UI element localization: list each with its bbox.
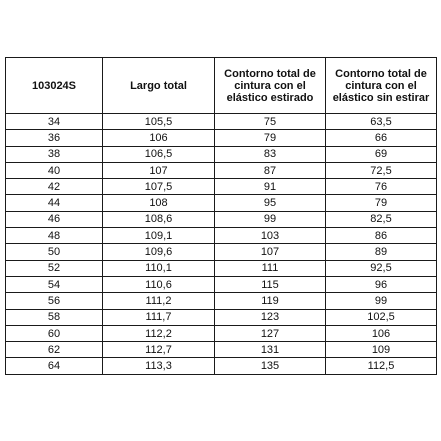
- table-row: [6, 195, 437, 211]
- cell-total-length: 105,5: [103, 114, 215, 130]
- size-table: [5, 57, 437, 375]
- cell-waist-unstretched: 102,5: [326, 309, 437, 325]
- cell-waist-stretched: 87: [215, 162, 326, 178]
- header-waist-stretched: Contorno total de cintura con el elástico estirado: [215, 58, 326, 114]
- cell-total-length: 111,7: [103, 309, 215, 325]
- cell-size: 64: [6, 358, 103, 374]
- cell-waist-unstretched: 89: [326, 244, 437, 260]
- cell-waist-stretched: 115: [215, 276, 326, 292]
- cell-total-length: 107,5: [103, 179, 215, 195]
- cell-waist-stretched: 83: [215, 146, 326, 162]
- cell-waist-unstretched: 99: [326, 293, 437, 309]
- cell-size: 36: [6, 130, 103, 146]
- header-waist-unstretched: Contorno total de cintura con el elástico sin estirar: [326, 58, 437, 114]
- table-row: [6, 130, 437, 146]
- cell-waist-unstretched: 96: [326, 276, 437, 292]
- cell-size: 34: [6, 114, 103, 130]
- table-row: [6, 211, 437, 227]
- table-row: [6, 228, 437, 244]
- cell-waist-stretched: 123: [215, 309, 326, 325]
- cell-waist-unstretched: 82,5: [326, 211, 437, 227]
- cell-waist-unstretched: 79: [326, 195, 437, 211]
- cell-size: 62: [6, 342, 103, 358]
- cell-waist-stretched: 99: [215, 211, 326, 227]
- table-row: [6, 309, 437, 325]
- table-row: [6, 342, 437, 358]
- cell-waist-unstretched: 66: [326, 130, 437, 146]
- cell-total-length: 106: [103, 130, 215, 146]
- cell-size: 50: [6, 244, 103, 260]
- cell-size: 52: [6, 260, 103, 276]
- cell-waist-unstretched: 112,5: [326, 358, 437, 374]
- table-row: [6, 293, 437, 309]
- header-total-length: Largo total: [103, 58, 215, 114]
- table-row: [6, 146, 437, 162]
- cell-waist-stretched: 79: [215, 130, 326, 146]
- header-model-code: 103024S: [6, 58, 103, 114]
- cell-total-length: 107: [103, 162, 215, 178]
- cell-size: 38: [6, 146, 103, 162]
- cell-total-length: 110,1: [103, 260, 215, 276]
- table-row: [6, 325, 437, 341]
- cell-waist-unstretched: 109: [326, 342, 437, 358]
- cell-waist-stretched: 103: [215, 228, 326, 244]
- cell-size: 56: [6, 293, 103, 309]
- header-row: [6, 58, 437, 114]
- cell-total-length: 112,2: [103, 325, 215, 341]
- cell-size: 54: [6, 276, 103, 292]
- cell-waist-stretched: 119: [215, 293, 326, 309]
- cell-total-length: 108,6: [103, 211, 215, 227]
- cell-total-length: 113,3: [103, 358, 215, 374]
- table-row: [6, 358, 437, 374]
- cell-size: 48: [6, 228, 103, 244]
- cell-waist-unstretched: 63,5: [326, 114, 437, 130]
- cell-size: 60: [6, 325, 103, 341]
- cell-total-length: 111,2: [103, 293, 215, 309]
- cell-total-length: 108: [103, 195, 215, 211]
- cell-total-length: 109,1: [103, 228, 215, 244]
- cell-total-length: 106,5: [103, 146, 215, 162]
- cell-size: 44: [6, 195, 103, 211]
- table-header: [6, 58, 437, 114]
- cell-waist-unstretched: 72,5: [326, 162, 437, 178]
- table-row: [6, 244, 437, 260]
- table-row: [6, 114, 437, 130]
- table-body: [6, 114, 437, 375]
- cell-waist-stretched: 107: [215, 244, 326, 260]
- cell-size: 46: [6, 211, 103, 227]
- cell-total-length: 112,7: [103, 342, 215, 358]
- table-row: [6, 179, 437, 195]
- cell-size: 40: [6, 162, 103, 178]
- cell-waist-stretched: 75: [215, 114, 326, 130]
- cell-waist-unstretched: 69: [326, 146, 437, 162]
- cell-waist-stretched: 127: [215, 325, 326, 341]
- cell-waist-unstretched: 92,5: [326, 260, 437, 276]
- cell-waist-stretched: 111: [215, 260, 326, 276]
- cell-waist-unstretched: 106: [326, 325, 437, 341]
- cell-waist-stretched: 91: [215, 179, 326, 195]
- cell-waist-unstretched: 76: [326, 179, 437, 195]
- table-row: [6, 276, 437, 292]
- cell-waist-stretched: 131: [215, 342, 326, 358]
- cell-size: 42: [6, 179, 103, 195]
- table-row: [6, 162, 437, 178]
- cell-waist-stretched: 95: [215, 195, 326, 211]
- table-row: [6, 260, 437, 276]
- cell-waist-stretched: 135: [215, 358, 326, 374]
- cell-total-length: 110,6: [103, 276, 215, 292]
- cell-total-length: 109,6: [103, 244, 215, 260]
- cell-size: 58: [6, 309, 103, 325]
- cell-waist-unstretched: 86: [326, 228, 437, 244]
